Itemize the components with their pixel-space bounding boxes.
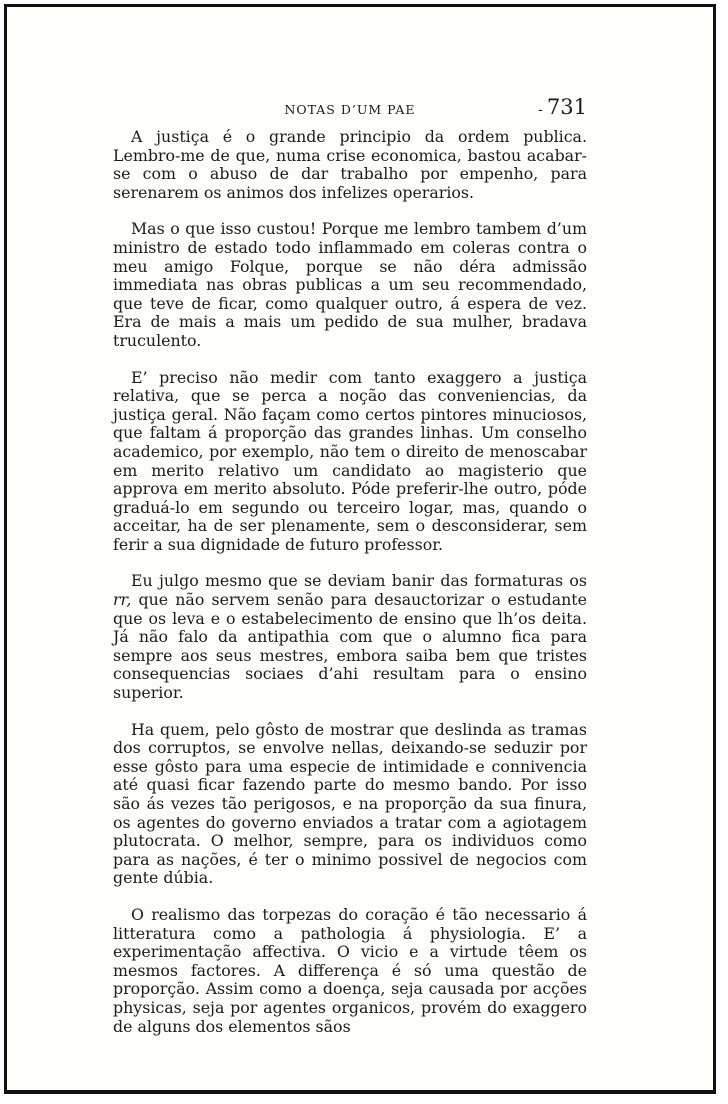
running-head: [113, 95, 587, 128]
paragraph-justice: A justiça é o grande principio da ordem publica. Lembro-me de que, numa crise economica, bastou acabar-se com o abuso de dar trabalho por empenho, para serenarem os animos dos infelizes operarios.: [113, 127, 587, 202]
paragraph-realism: O realismo das torpezas do coração é tão necessario á litteratura como a pathologia á physiologia. E’ a experimentação affectiva. O vicio e a virtude têem os mesmos factores. A differença é só uma questão de proporção. Assim como a doença, seja causada por acções physicas, seja por agentes organicos, provém do exaggero de alguns dos elementos sãos: [113, 904, 587, 1036]
page-number-dash: -: [538, 102, 543, 118]
book-page: [113, 95, 587, 1054]
paragraph-graduations-start: Eu julgo mesmo que se deviam banir das formaturas os: [131, 571, 587, 591]
page-frame: [4, 4, 716, 1094]
paragraph-relative-justice: E’ preciso não medir com tanto exaggero a justiça relativa, que se perca a noção das conveniencias, da justiça geral. Não façam como certos pintores minuciosos, que faltam á proporção das grandes linhas. Um conselho academico, por exemplo, não tem o direito de menoscabar em merito relativo um candidato ao magisterio que approva em merito absoluto. Póde preferir-lhe outro, póde graduá-lo em segundo ou terceiro logar, mas, quando o acceitar, ha de ser plenamente, sem o desconsiderar, sem ferir a sua dignidade de futuro professor.: [113, 367, 587, 554]
paragraph-cost: Mas o que isso custou! Porque me lembro tambem d’um ministro de estado todo inflammado em coleras contra o meu amigo Folque, porque se não déra admissão immediata nas obras publicas a um seu recommendado, que teve de ficar, como qualquer outro, á espera de vez. Era de mais a mais um pedido de sua mulher, bradava truculento.: [113, 219, 587, 350]
paragraph-graduations-end: que não servem senão para desauctorizar o estudante que os leva e o estabelecimento de ensino que lh’os deita. Já não falo da antipathia com que o alumno fica para sempre aos seus mestres, embora saiba bem que tristes consequencias sociaes d’ahi resultam para o ensino superior.: [113, 590, 587, 703]
paragraph-graduations: [113, 572, 587, 702]
page-number-block: [538, 95, 587, 119]
page-number: 731: [546, 95, 587, 119]
paragraph-corrupt: Ha quem, pelo gôsto de mostrar que deslinda as tramas dos corruptos, se envolve nellas, deixando-se seduzir por esse gôsto para uma especie de intimidade e connivencia até quasi ficar fazendo parte do mesmo bando. Por isso são ás vezes tão perigosos, e na proporção da sua finura, os agentes do governo enviados a tratar com a agiotagem plutocrata. O melhor, sempre, para os individuos como para as nações, é ter o minimo possivel de negocios com gente dúbia.: [113, 719, 587, 888]
running-title: NOTAS D’UM PAE: [284, 102, 416, 117]
paragraph-graduations-italic: rr,: [113, 590, 132, 610]
